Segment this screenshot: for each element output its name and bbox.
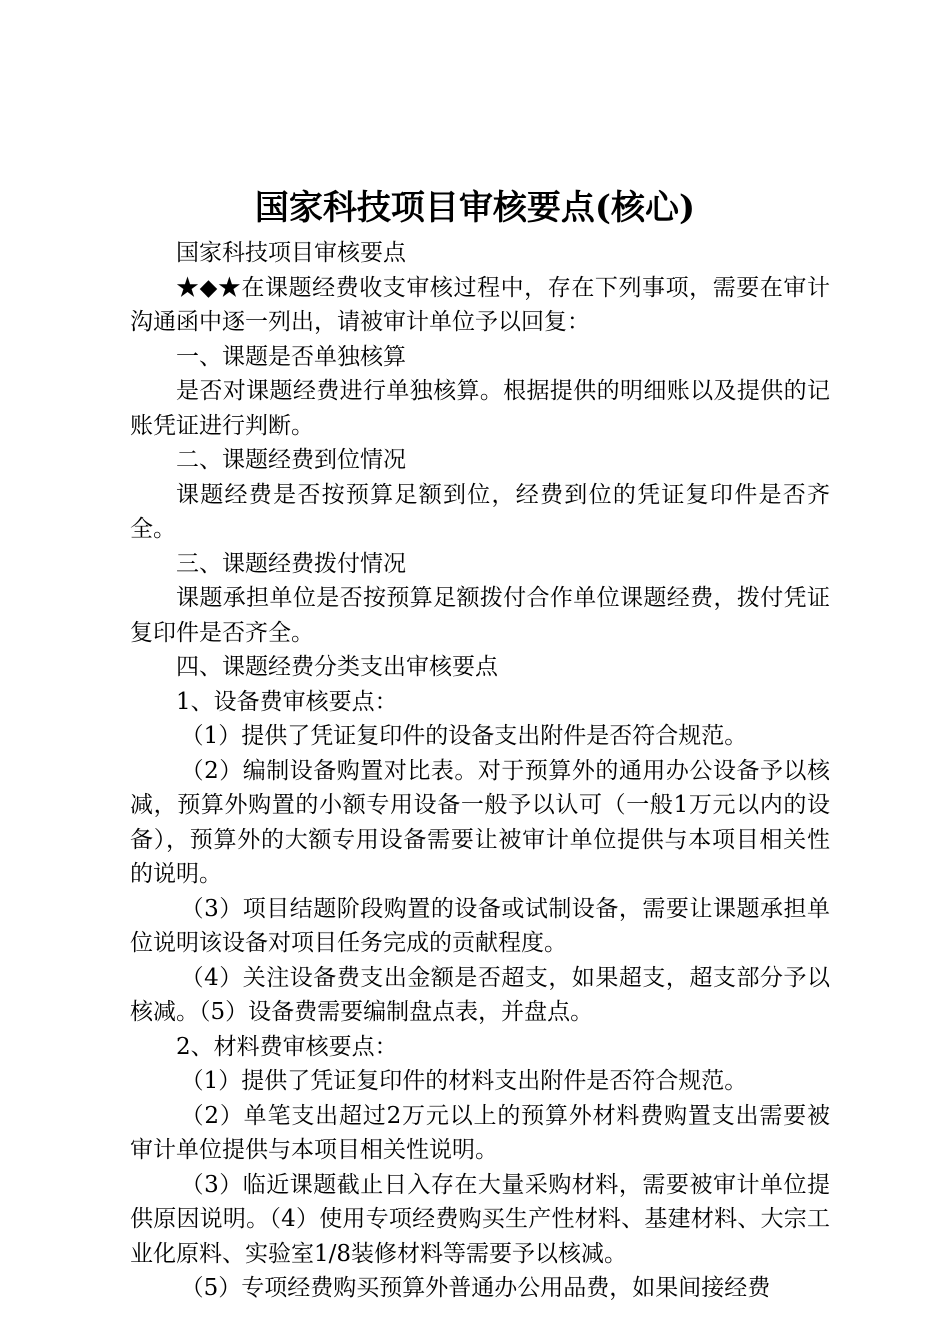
section-heading-3: 三、课题经费拨付情况 bbox=[176, 550, 406, 577]
document-body bbox=[130, 236, 830, 1306]
section-heading-2: 二、课题经费到位情况 bbox=[176, 447, 406, 473]
subsection-heading-materials: 2、材料费审核要点： bbox=[176, 1033, 398, 1060]
section-heading-1: 一、课题是否单独核算 bbox=[176, 343, 406, 370]
list-item: （5）专项经费购买预算外普通办公用品费，如果间接经费 bbox=[180, 1275, 771, 1301]
list-item: （4）关注设备费支出金额是否超支，如果超支，超支部分予以核减。（5）设备费需要编制盘点表，并盘点。 bbox=[130, 964, 830, 1025]
paragraph: 课题经费是否按预算足额到位，经费到位的凭证复印件是否齐全。 bbox=[130, 481, 830, 542]
subsection-heading-equipment: 1、设备费审核要点： bbox=[176, 688, 398, 715]
paragraph: 课题承担单位是否按预算足额拨付合作单位课题经费，拨付凭证复印件是否齐全。 bbox=[130, 585, 830, 646]
paragraph-intro: ★◆★在课题经费收支审核过程中，存在下列事项，需要在审计沟通函中逐一列出，请被审计单位予以回复： bbox=[130, 274, 830, 335]
document-title: 国家科技项目审核要点(核心) bbox=[254, 188, 696, 228]
list-item: （1）提供了凭证复印件的材料支出附件是否符合规范。 bbox=[180, 1068, 748, 1094]
section-heading-4: 四、课题经费分类支出审核要点 bbox=[176, 654, 498, 680]
list-item: （2）编制设备购置对比表。对于预算外的通用办公设备予以核减，预算外购置的小额专用设备一般予以认可（一般1万元以内的设备），预算外的大额专用设备需要让被审计单位提供与本项目相关性的说明。 bbox=[130, 757, 830, 887]
list-item: （3）临近课题截止日入存在大量采购材料，需要被审计单位提供原因说明。（4）使用专项经费购买生产性材料、基建材料、大宗工业化原料、实验室1/8装修材料等需要予以核减。 bbox=[130, 1171, 830, 1267]
list-item: （1）提供了凭证复印件的设备支出附件是否符合规范。 bbox=[180, 723, 748, 749]
list-item: （3）项目结题阶段购置的设备或试制设备，需要让课题承担单位说明该设备对项目任务完成的贡献程度。 bbox=[130, 895, 830, 956]
paragraph: 是否对课题经费进行单独核算。根据提供的明细账以及提供的记账凭证进行判断。 bbox=[130, 378, 830, 439]
list-item: （2）单笔支出超过2万元以上的预算外材料费购置支出需要被审计单位提供与本项目相关性说明。 bbox=[130, 1102, 830, 1163]
paragraph-heading-repeat: 国家科技项目审核要点 bbox=[176, 240, 406, 266]
